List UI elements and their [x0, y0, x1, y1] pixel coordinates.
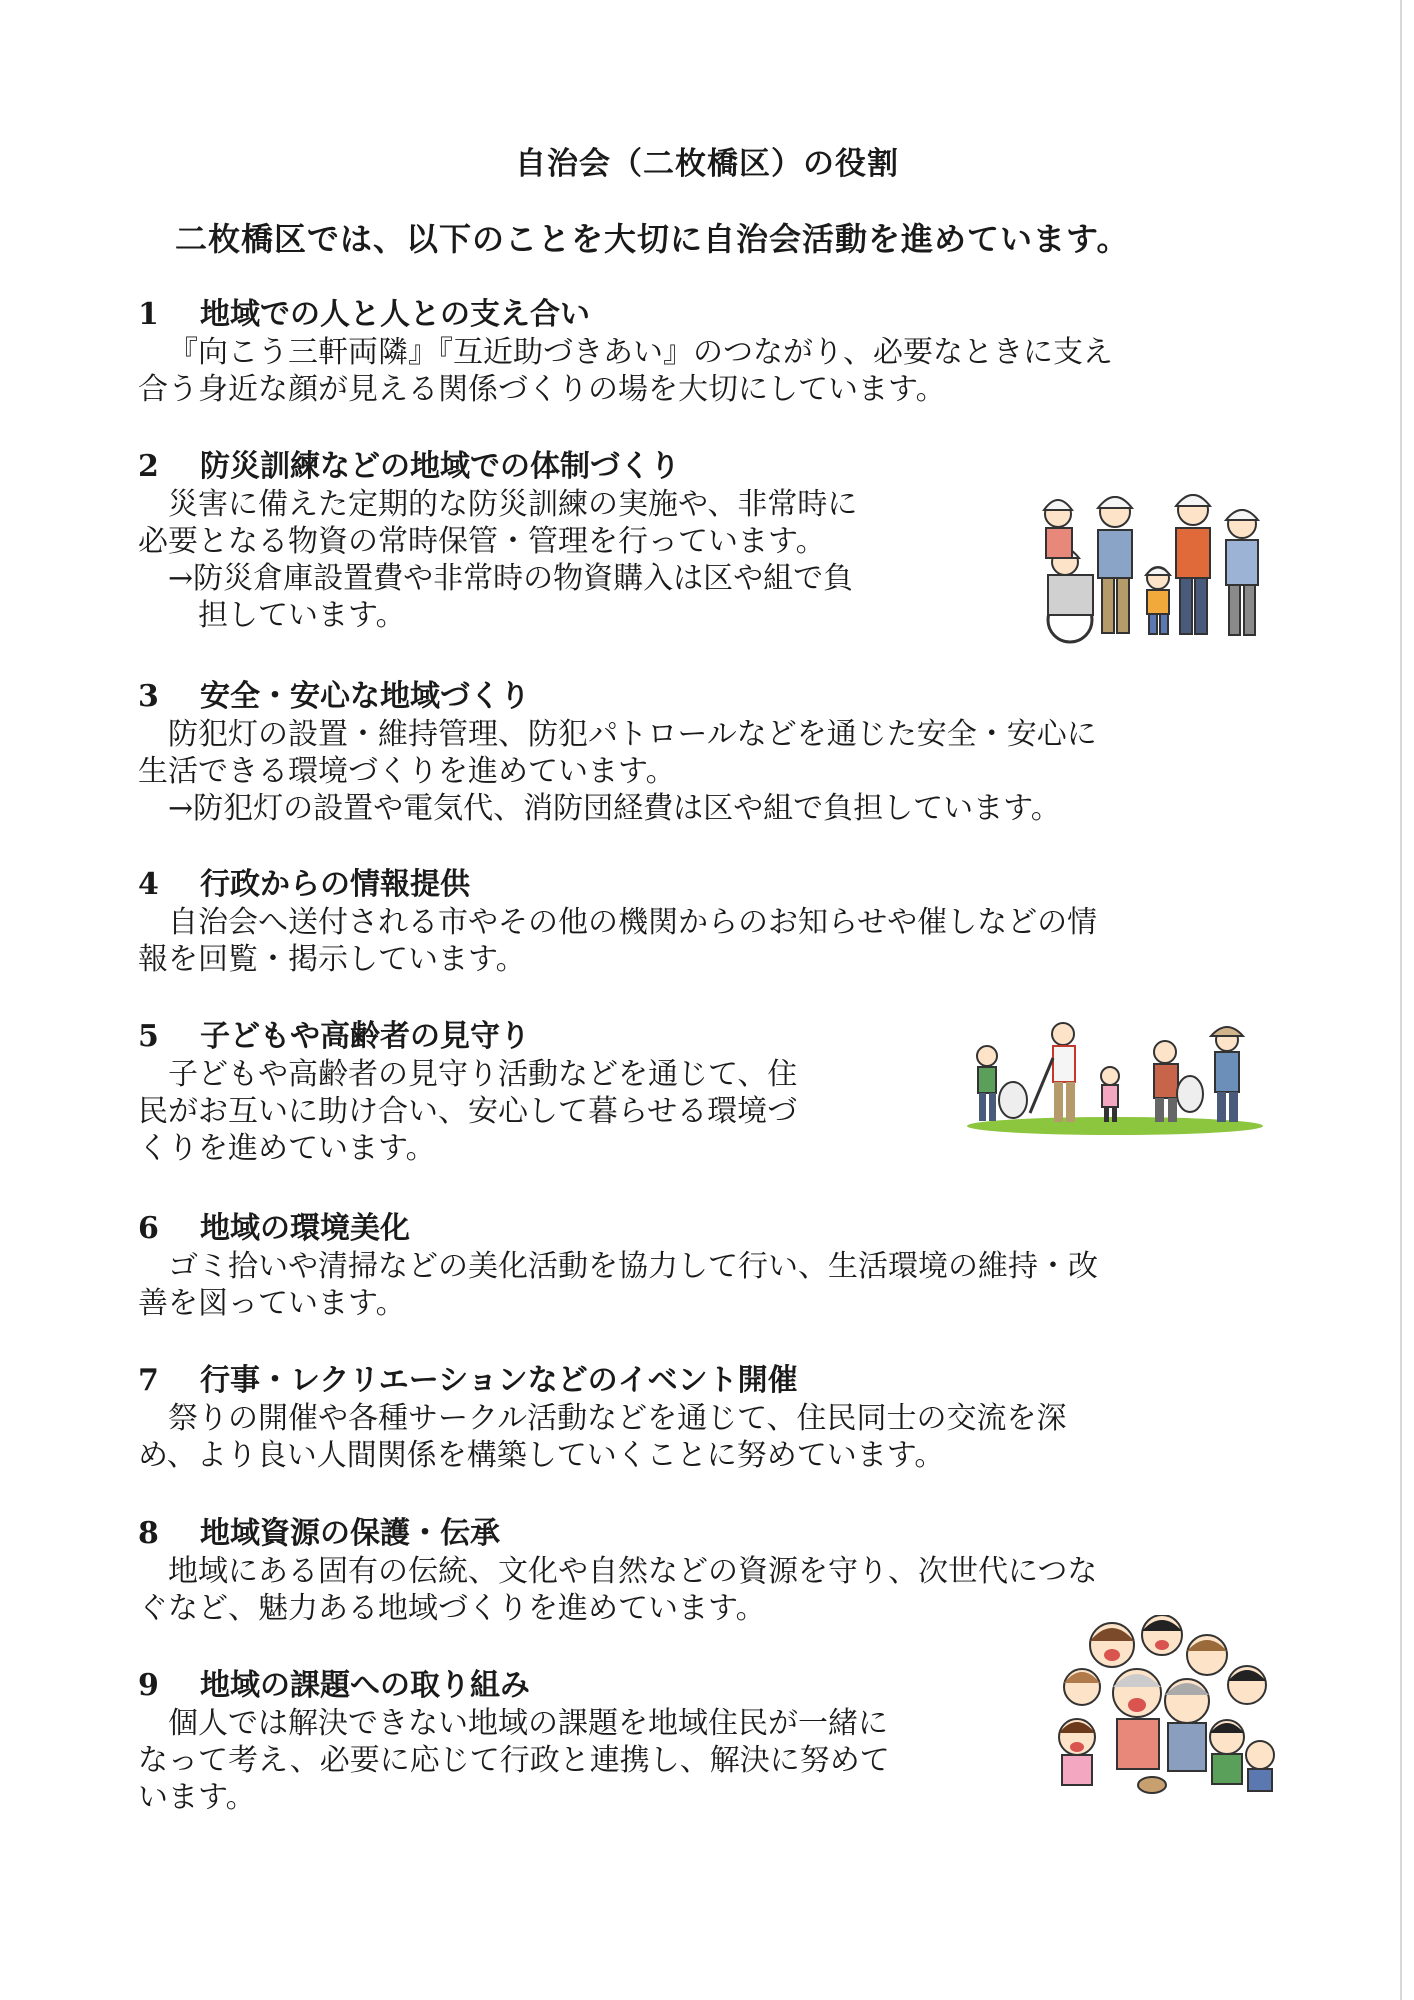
section-title: 地域資源の保護・伝承 [200, 1516, 500, 1551]
section-body [138, 1400, 1067, 1474]
body-line: 報を回覧・掲示しています。 [138, 942, 526, 977]
section-body [138, 334, 1113, 408]
disaster-drill-group-illustration [1030, 480, 1270, 645]
note-line: 担しています。 [198, 598, 406, 633]
section-7 [138, 1362, 1067, 1474]
section-number: 2 [138, 449, 159, 484]
body-line: 生活できる環境づくりを進めています。 [138, 754, 676, 789]
body-line: 祭りの開催や各種サークル活動などを通じて、住民同士の交流を深 [168, 1401, 1067, 1436]
body-line: 民がお互いに助け合い、安心して暮らせる環境づ [138, 1094, 798, 1129]
section-number: 5 [138, 1019, 159, 1054]
section-heading [138, 296, 1113, 334]
section-8 [138, 1515, 1097, 1627]
page-title: 自治会（二枚橋区）の役割 [515, 146, 899, 182]
section-body [138, 904, 1097, 978]
body-line: 自治会へ送付される市やその他の機関からのお知らせや催しなどの情 [168, 905, 1098, 940]
section-heading [138, 678, 1097, 716]
body-line: 合う身近な顔が見える関係づくりの場を大切にしています。 [138, 372, 946, 407]
body-line: ぐなど、魅力ある地域づくりを進めています。 [138, 1591, 766, 1626]
section-number: 9 [138, 1668, 159, 1703]
section-number: 8 [138, 1516, 159, 1551]
note-line: →防犯灯の設置や電気代、消防団経費は区や組で負担しています。 [168, 791, 1061, 826]
page-edge [1400, 0, 1402, 2000]
section-heading [138, 448, 857, 486]
section-1 [138, 296, 1113, 408]
section-title: 防災訓練などの地域での体制づくり [200, 449, 680, 484]
body-line: 災害に備えた定期的な防災訓練の実施や、非常時に [168, 487, 858, 522]
body-line: くりを進めています。 [138, 1131, 436, 1166]
section-4 [138, 866, 1097, 978]
body-line: 子どもや高齢者の見守り活動などを通じて、住 [168, 1057, 798, 1092]
section-number: 6 [138, 1211, 159, 1246]
section-title: 行事・レクリエーションなどのイベント開催 [200, 1363, 798, 1398]
community-family-illustration [1052, 1615, 1284, 1795]
section-body [138, 486, 857, 634]
section-heading [138, 866, 1097, 904]
section-title: 子どもや高齢者の見守り [200, 1019, 530, 1054]
body-line: 善を図っています。 [138, 1286, 406, 1321]
section-title: 地域での人と人との支え合い [200, 297, 590, 332]
note-line: →防災倉庫設置費や非常時の物資購入は区や組で負 [168, 561, 854, 596]
section-heading [138, 1210, 1098, 1248]
intro-text: 二枚橋区では、以下のことを大切に自治会活動を進めています。 [175, 220, 1130, 258]
section-title: 行政からの情報提供 [200, 867, 470, 902]
community-cleanup-illustration [965, 1018, 1265, 1138]
section-6 [138, 1210, 1098, 1322]
section-number: 1 [138, 297, 159, 332]
section-title: 安全・安心な地域づくり [200, 679, 530, 714]
body-line: 地域にある固有の伝統、文化や自然などの資源を守り、次世代につな [168, 1554, 1098, 1589]
section-number: 7 [138, 1363, 159, 1398]
body-line: ゴミ拾いや清掃などの美化活動を協力して行い、生活環境の維持・改 [168, 1249, 1098, 1284]
section-body [138, 1553, 1097, 1627]
body-line: なって考え、必要に応じて行政と連携し、解決に努めて [138, 1743, 890, 1778]
body-line: 必要となる物資の常時保管・管理を行っています。 [138, 524, 826, 559]
section-5 [138, 1018, 797, 1167]
section-title: 地域の環境美化 [200, 1211, 410, 1246]
section-body [138, 1056, 797, 1167]
section-body [138, 716, 1097, 827]
body-line: め、より良い人間関係を構築していくことに努めています。 [138, 1438, 945, 1473]
body-line: います。 [138, 1780, 256, 1815]
section-heading [138, 1667, 890, 1705]
section-title: 地域の課題への取り組み [200, 1668, 530, 1703]
body-line: 個人では解決できない地域の課題を地域住民が一緒に [168, 1706, 888, 1741]
section-9 [138, 1667, 890, 1816]
section-body [138, 1248, 1098, 1322]
section-heading [138, 1362, 1067, 1400]
section-number: 4 [138, 867, 159, 902]
section-number: 3 [138, 679, 159, 714]
section-heading [138, 1515, 1097, 1553]
section-heading [138, 1018, 797, 1056]
section-2 [138, 448, 857, 634]
body-line: 防犯灯の設置・維持管理、防犯パトロールなどを通じた安全・安心に [168, 717, 1097, 752]
section-body [138, 1705, 890, 1816]
section-3 [138, 678, 1097, 827]
body-line: 『向こう三軒両隣』『互近助づきあい』のつながり、必要なときに支え [168, 335, 1113, 370]
